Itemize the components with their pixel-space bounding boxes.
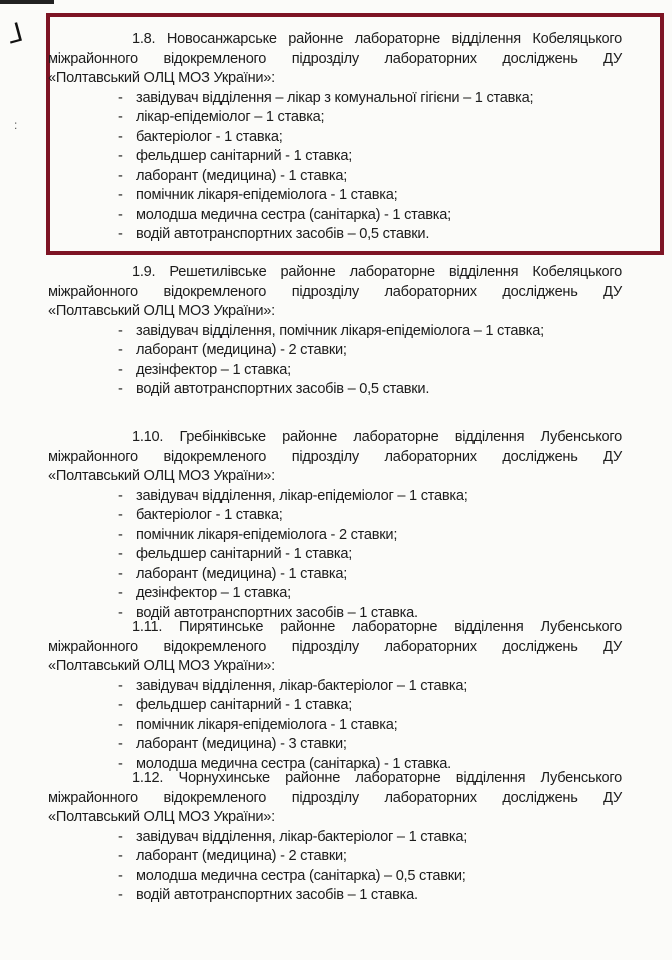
list-item: - завідувач відділення, помічник лікаря-епідеміолога – 1 ставка; [118,322,622,342]
heading-line: «Полтавський ОЛЦ МОЗ України»: [48,468,275,484]
list-item: - помічник лікаря-епідеміолога - 1 ставка; [118,716,622,736]
list-item: - бактеріолог - 1 ставка; [118,128,622,148]
handwritten-mark: ⅃ [4,16,27,50]
staff-list [48,322,622,400]
heading-line: 1.12. Чорнухинське районне лабораторне відділення Лубенського [132,770,622,786]
staff-list [48,677,622,775]
heading-line: «Полтавський ОЛЦ МОЗ України»: [48,809,275,825]
heading-line: міжрайонного відокремленого підрозділу лабораторних досліджень ДУ [48,283,622,300]
staff-list [48,487,622,624]
list-item: - лаборант (медицина) - 1 ставка; [118,565,622,585]
list-item: - завідувач відділення, лікар-бактеріолог – 1 ставка; [118,677,622,697]
list-item: - водій автотранспортних засобів – 0,5 ставки. [118,225,622,245]
heading-line: 1.10. Гребінківське районне лабораторне відділення Лубенського [132,429,622,445]
list-item: - фельдшер санітарний - 1 ставка; [118,696,622,716]
list-item: - молодша медична сестра (санітарка) - 1 ставка; [118,206,622,226]
list-item: - завідувач відділення, лікар-бактеріолог – 1 ставка; [118,828,622,848]
heading-line: «Полтавський ОЛЦ МОЗ України»: [48,303,275,319]
list-item: - завідувач відділення – лікар з комунальної гігієни – 1 ставка; [118,89,622,109]
list-item: - помічник лікаря-епідеміолога - 1 ставка; [118,186,622,206]
scan-speck: : [14,118,18,132]
list-item: - завідувач відділення, лікар-епідеміолог – 1 ставка; [118,487,622,507]
list-item: - водій автотранспортних засобів – 1 ставка. [118,604,622,624]
list-item: - лаборант (медицина) - 1 ставка; [118,167,622,187]
section-heading [48,30,622,89]
list-item: - молодша медична сестра (санітарка) - 1 ставка. [118,755,622,775]
heading-line: «Полтавський ОЛЦ МОЗ України»: [48,658,275,674]
heading-line: міжрайонного відокремленого підрозділу лабораторних досліджень ДУ [48,638,622,655]
heading-line: «Полтавський ОЛЦ МОЗ України»: [48,70,275,86]
section-heading [48,263,622,322]
scan-edge [0,0,54,4]
list-item: - бактеріолог - 1 ставка; [118,506,622,526]
heading-line: 1.9. Решетилівське районне лабораторне відділення Кобеляцького [132,264,622,280]
section-heading [48,618,622,677]
section [48,769,622,906]
heading-line: 1.11. Пирятинське районне лабораторне відділення Лубенського [132,619,622,635]
list-item: - лікар-епідеміолог – 1 ставка; [118,108,622,128]
list-item: - лаборант (медицина) - 2 ставки; [118,847,622,867]
heading-line: 1.8. Новосанжарське районне лабораторне відділення Кобеляцького [132,31,622,47]
list-item: - лаборант (медицина) - 3 ставки; [118,735,622,755]
list-item: - дезінфектор – 1 ставка; [118,584,622,604]
heading-line: міжрайонного відокремленого підрозділу лабораторних досліджень ДУ [48,789,622,806]
list-item: - водій автотранспортних засобів – 1 ставка. [118,886,622,906]
section [48,428,622,623]
section-heading [48,428,622,487]
staff-list [48,89,622,245]
section [48,618,622,774]
list-item: - помічник лікаря-епідеміолога - 2 ставки; [118,526,622,546]
heading-line: міжрайонного відокремленого підрозділу лабораторних досліджень ДУ [48,50,622,67]
section-heading [48,769,622,828]
list-item: - дезінфектор – 1 ставка; [118,361,622,381]
list-item: - лаборант (медицина) - 2 ставки; [118,341,622,361]
list-item: - молодша медична сестра (санітарка) – 0,5 ставки; [118,867,622,887]
list-item: - фельдшер санітарний - 1 ставка; [118,147,622,167]
list-item: - водій автотранспортних засобів – 0,5 ставки. [118,380,622,400]
heading-line: міжрайонного відокремленого підрозділу лабораторних досліджень ДУ [48,448,622,465]
list-item: - фельдшер санітарний - 1 ставка; [118,545,622,565]
staff-list [48,828,622,906]
section [48,30,622,245]
section [48,263,622,400]
